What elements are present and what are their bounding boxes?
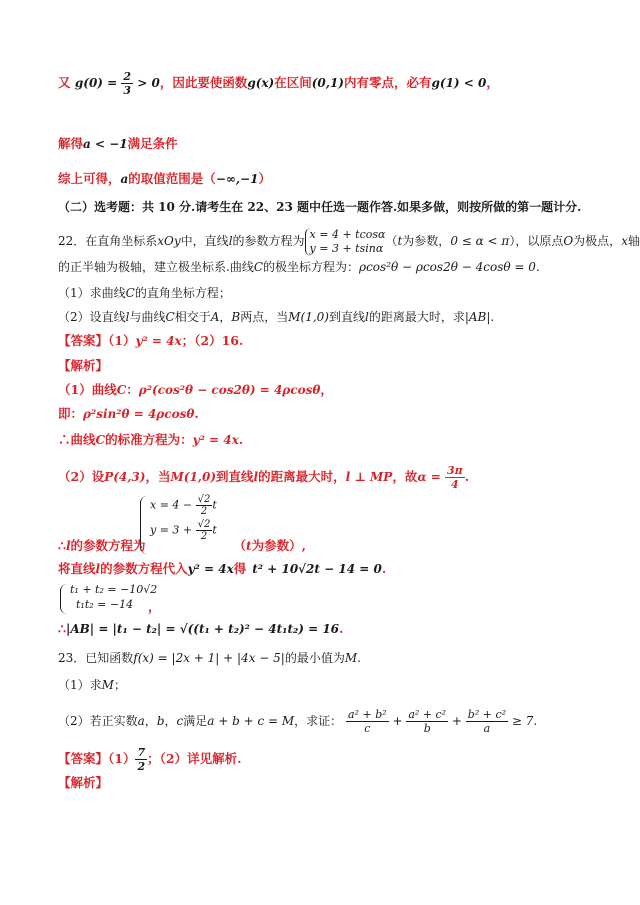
solution-tag-23: 【解析】 (58, 775, 109, 790)
solution-step-8: ∴|AB| = |t₁ − t₂| = √((t₁ + t₂)² − 4t₁t₂) = 16. (58, 621, 344, 636)
answer-23: 【答案】（1） $\frac{7}{2}$ ；（2）详见解析. (58, 746, 242, 773)
solution-step-1: （1）曲线C：ρ²(cos²θ − cos2θ) = 4ρcosθ， (58, 382, 333, 397)
fraction-3pi-4: $\frac{3\pi}{4}$ (447, 464, 463, 491)
question-23-part2: （2）若正实数a，b，c满足a + b + c = M，求证： $\frac{\text{a² + b²}}{c}$ + $\frac{\text{a² + c²}}{b}$ + $\frac{\text{b² + c²}}{a}$ ≥ 7. (58, 708, 538, 735)
fraction-ac-over-b: $\frac{\text{a² + c²}}{b}$ (408, 708, 447, 735)
math-g0: g(0) = (74, 76, 122, 90)
text-line-g0: 又 g(0) = $\frac{2}{3}$ > 0，因此要使函数g(x)在区间(0,1)内有零点，必有g(1) < 0， (58, 70, 499, 97)
question-22-part2: （2）设直线l与曲线C相交于A，B两点，当M(1,0)到直线l的距离最大时，求|AB|. (58, 310, 495, 324)
text-line-range-a: 综上可得，a的取值范围是（−∞,−1） (58, 171, 271, 186)
question-23: 23．已知函数f(x) = |2x + 1| + |4x − 5|的最小值为M. (58, 651, 361, 665)
question-22-line1: 22．在直角坐标系xOy中，直线l的参数方程为 x = 4 + tcosα y = 3 + tsinα （t为参数，0 ≤ α < π），以原点O为极点，x轴 (58, 227, 640, 255)
solution-step-7: ， (148, 599, 161, 614)
fraction-bc-over-a: $\frac{\text{b² + c²}}{a}$ (467, 708, 507, 735)
solution-step-3: ∴曲线C的标准方程为：y² = 4x. (58, 432, 244, 447)
solution-tag-22: 【解析】 (58, 358, 109, 373)
text-line-solve-a: 解得a < −1满足条件 (58, 136, 178, 151)
section-heading-elective: （二）选考题：共 10 分.请考生在 22、23 题中任选一题作答.如果多做，则按所做的第一题计分. (58, 200, 582, 214)
question-22-line2: 的正半轴为极轴，建立极坐标系.曲线C的极坐标方程为：ρcos²θ − ρcos2θ − 4cosθ = 0. (58, 260, 540, 274)
answer-22: 【答案】（1）y² = 4x；（2）16. (58, 333, 244, 348)
fraction-two-thirds: $\frac{2}{3}$ (123, 70, 132, 97)
solution-step-6: 将直线l的参数方程代入y² = 4x得 t² + 10√2t − 14 = 0. (58, 561, 387, 576)
question-23-part1: （1）求M； (58, 678, 126, 692)
fraction-ab-over-c: $\frac{\text{a² + b²}}{c}$ (348, 708, 387, 735)
param-equation-l-system: x = 4 − $\frac{√2}{2}$ t y = 3 + $\frac{√2}{2}$ t (140, 494, 220, 556)
solution-step-5: ∴l的参数方程为 （t为参数）, (58, 538, 306, 553)
solution-step-4: （2）设P(4,3)，当M(1,0)到直线l的距离最大时，l ⊥ MP，故α = $\frac{3\pi}{4}$ . (58, 464, 470, 491)
solution-step-2: 即：ρ²sin²θ = 4ρcosθ. (58, 406, 199, 421)
question-22-part1: （1）求曲线C的直角坐标方程； (58, 286, 231, 300)
fraction-7-2: $\frac{7}{2}$ (137, 746, 146, 773)
param-equation-brace: x = 4 + tcosα y = 3 + tsinα (305, 228, 386, 256)
vieta-system: t₁ + t₂ = −10√2 t₁t₂ = −14 (60, 582, 170, 616)
